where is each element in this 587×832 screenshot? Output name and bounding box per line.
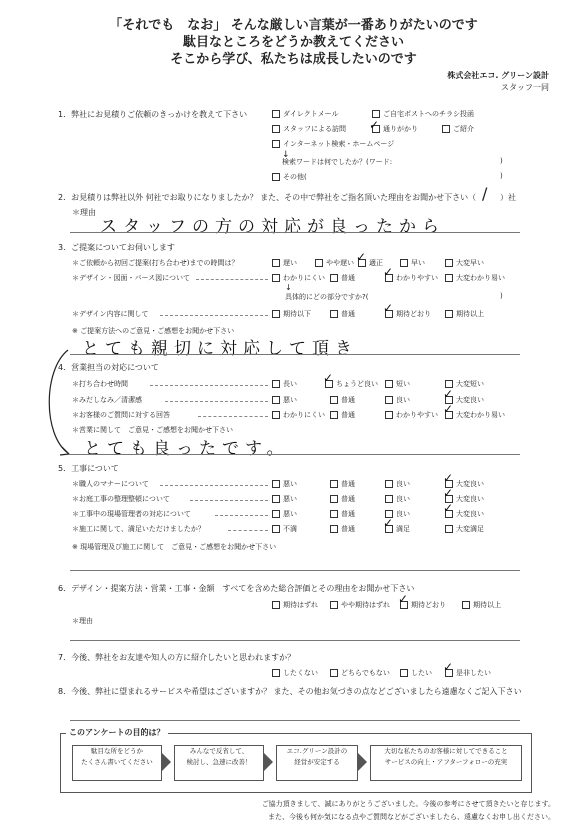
q1-opt-visit[interactable]: スタッフによる訪問 — [272, 124, 346, 134]
q3-row2-opt1[interactable]: わかりにくい — [272, 273, 325, 283]
q6-opt3[interactable]: 期待どおり — [400, 600, 446, 610]
q3-row2-opt2[interactable]: 普通 — [330, 273, 355, 283]
down-arrow-icon: ↓ — [282, 150, 290, 160]
q3-row1-opt4[interactable]: 早い — [400, 258, 425, 268]
q5-row1-leader — [160, 485, 268, 486]
q5-row1-opt1[interactable]: 悪い — [272, 479, 297, 489]
q5-row4-leader — [228, 530, 268, 531]
q4-row3-opt4[interactable]: 大変わかり易い — [445, 410, 505, 420]
q3-row2-check: ✓ — [383, 265, 394, 279]
footer-line-2: また、今後も何か気になる点やご質問などがございましたら、遠慮なくお申し出ください。 — [268, 813, 555, 821]
q5-answer-line — [70, 570, 520, 571]
q4-label: 4．営業担当の対応について — [58, 363, 159, 372]
q5-row2-opt2[interactable]: 普通 — [330, 494, 355, 504]
q4-row2-check: ✓ — [443, 387, 454, 401]
q7-opt4[interactable]: 是非したい — [445, 668, 491, 678]
q4-row3-leader — [198, 416, 268, 417]
purpose-title: このアンケートの目的は？ — [66, 727, 168, 738]
q1-opt-other[interactable]: その他( — [272, 172, 307, 182]
q5-row3-opt1[interactable]: 悪い — [272, 509, 297, 519]
q4-row1-opt3[interactable]: 短い — [385, 379, 410, 389]
q2-reason-label: ＊理由 — [72, 208, 96, 217]
footer-line-1: ご協力頂きまして、誠にありがとうございました。今後の参考にさせて頂きたいと存じます。 — [261, 800, 555, 808]
q3-row3-leader — [160, 315, 268, 316]
q3-row2-opt4[interactable]: 大変わかり易い — [445, 273, 505, 283]
header-line-1: 「それでも なお」 そんな厳しい言葉が一番ありがたいのです — [109, 18, 478, 33]
purpose-step-3: エコ.グリーン設計の 経営が安定する — [276, 745, 358, 781]
q6-opt2[interactable]: やや期待はずれ — [330, 600, 390, 610]
q8-answer-line — [70, 720, 520, 721]
q1-search-close: ) — [500, 157, 503, 165]
q3-row1-opt1[interactable]: 遅い — [272, 258, 297, 268]
q3-row2-opt3[interactable]: わかりやすい — [385, 273, 438, 283]
q4-row2-opt1[interactable]: 悪い — [272, 395, 297, 405]
header-line-3: そこから学び、私たちは成長したいのです — [170, 52, 417, 67]
arrow-right-icon — [264, 753, 273, 771]
q3-comment-label: ※ ご提案方法へのご意見・ご感想をお聞かせ下さい — [72, 327, 235, 335]
q3-row2-label: ＊デザイン・図面・パース図について — [72, 274, 191, 282]
q3-row3-opt4[interactable]: 期待以上 — [445, 309, 484, 319]
q1-opt-flyer[interactable]: ご自宅ポストへのチラシ投函 — [372, 109, 474, 119]
q5-row4-opt4[interactable]: 大変満足 — [445, 524, 484, 534]
q3-row2-leader — [196, 279, 268, 280]
q4-row1-opt1[interactable]: 長い — [272, 379, 297, 389]
q4-row3-opt2[interactable]: 普通 — [330, 410, 355, 420]
q2-count[interactable]: / — [482, 184, 488, 203]
purpose-step-2: みんなで反省して、 検討し、急速に改善！ — [174, 745, 264, 781]
q5-row3-opt3[interactable]: 良い — [385, 509, 410, 519]
q1-check-mark: ✓ — [369, 118, 380, 132]
q6-reason-label: ＊理由 — [72, 617, 93, 625]
q7-check: ✓ — [443, 660, 454, 674]
q6-opt1[interactable]: 期待はずれ — [272, 600, 318, 610]
q3-label: 3．ご提案についてお伺いします — [58, 243, 175, 252]
q5-label: 5．工事について — [58, 464, 119, 473]
q5-row1-opt4[interactable]: 大変良い — [445, 479, 484, 489]
q5-row2-leader — [190, 500, 268, 501]
q5-row4-opt2[interactable]: 普通 — [330, 524, 355, 534]
q5-row3-opt4[interactable]: 大変良い — [445, 509, 484, 519]
q3-row1-opt2[interactable]: やや遅い — [315, 258, 354, 268]
q5-comment-label: ※ 現場管理及び施工に関して ご意見・ご感想をお聞かせ下さい — [72, 543, 277, 551]
q4-row1-leader — [150, 385, 268, 386]
q3-detail-close: ) — [500, 292, 503, 300]
q2-handwritten-answer[interactable]: スタッフの方の対応が良ったから — [100, 217, 445, 237]
q1-other-close: ) — [500, 172, 503, 180]
q4-row2-opt3[interactable]: 良い — [385, 395, 410, 405]
q5-row3-label: ＊工事中の現場管理者の対応について — [72, 510, 191, 518]
q4-row2-leader — [165, 401, 268, 402]
q3-row1-opt3[interactable]: 適正 — [358, 258, 383, 268]
q2-answer-line — [70, 232, 520, 233]
q4-row1-check: ✓ — [323, 371, 334, 385]
q4-row2-opt2[interactable]: 普通 — [330, 395, 355, 405]
q5-row4-opt1[interactable]: 不満 — [272, 524, 297, 534]
q1-opt-referral[interactable]: ご紹介 — [442, 124, 474, 134]
q3-row1-check: ✓ — [356, 250, 367, 264]
q6-check: ✓ — [398, 592, 409, 606]
down-arrow-icon: ↓ — [285, 283, 292, 292]
q5-row2-check: ✓ — [443, 486, 454, 500]
q3-answer-line — [70, 354, 520, 355]
arrow-right-icon — [162, 753, 171, 771]
q5-row1-label: ＊職人のマナーについて — [72, 480, 149, 488]
q3-handwritten-answer[interactable]: とても親切に対応して頂き — [82, 339, 358, 359]
q1-opt-passing[interactable]: 通りがかり — [372, 124, 418, 134]
q4-row3-label: ＊お客様のご質問に対する回答 — [72, 411, 170, 419]
staff-signature: スタッフ一同 — [501, 83, 549, 92]
purpose-step-4: 大切な私たちのお客様に対してできること サービスの向上・アフターフォローの充実 — [370, 745, 522, 781]
q1-opt-internet[interactable]: インターネット検索・ホームページ — [272, 139, 394, 149]
q7-opt3[interactable]: したい — [400, 668, 432, 678]
q5-row3-opt2[interactable]: 普通 — [330, 509, 355, 519]
q5-row3-leader — [215, 515, 268, 516]
q6-opt4[interactable]: 期待以上 — [462, 600, 501, 610]
q3-detail: 具体的にどの部分ですか?( — [285, 293, 369, 301]
q7-opt2[interactable]: どちらでもない — [330, 668, 390, 678]
q7-opt1[interactable]: したくない — [272, 668, 318, 678]
header-line-2: 駄目なところをどうか教えてください — [182, 35, 404, 50]
q4-row3-opt3[interactable]: わかりやすい — [385, 410, 438, 420]
q4-row1-opt4[interactable]: 大変短い — [445, 379, 484, 389]
q5-row4-label: ＊施工に関して、満足いただけましたか？ — [72, 525, 205, 533]
q3-row3-label: ＊デザイン内容に関して — [72, 310, 149, 318]
purpose-step-1: 駄目な所をどうか たくさん書いてください — [72, 745, 162, 781]
q2-suffix: ）社 — [500, 193, 516, 202]
company-name: 株式会社エコ. グリーン設計 — [447, 71, 549, 80]
q1-opt-dm[interactable]: ダイレクトメール — [272, 109, 339, 119]
q5-row2-opt3[interactable]: 良い — [385, 494, 410, 504]
q8-label: 8．今後、弊社に望まれるサービスや希望はございますか？ また、その他お気づきの点などございましたら遠慮なくご記入下さい — [58, 687, 522, 696]
q5-row1-opt3[interactable]: 良い — [385, 479, 410, 489]
q3-row1-label: ＊ご依頼から初回ご提案(打ち合わせ)までの時間は？ — [72, 259, 239, 267]
q5-row4-opt3[interactable]: 満足 — [385, 524, 410, 534]
q1-search-word: 検索ワードは何でしたか？(ワード: — [282, 158, 393, 166]
q3-row3-opt1[interactable]: 期待以下 — [272, 309, 311, 319]
q2-label: 2．お見積りは弊社以外 何社でお取りになりましたか？ また、その中で弊社をご指名頂いた理由をお聞かせ下さい（ — [58, 193, 477, 202]
q5-row1-check: ✓ — [443, 471, 454, 485]
q7-label: 7．今後、弊社をお友達や知人の方に紹介したいと思われますか？ — [58, 653, 296, 662]
q4-answer-line — [70, 454, 520, 455]
q3-row3-opt3[interactable]: 期待どおり — [385, 309, 431, 319]
q3-row1-opt5[interactable]: 大変早い — [445, 258, 484, 268]
q4-row2-label: ＊みだしなみ／清潔感 — [72, 396, 142, 404]
q5-row4-check: ✓ — [383, 516, 394, 530]
q6-label: 6．デザイン・提案方法・営業・工事・金額 すべてを含めた総合評価とその理由をお聞かせ下さい — [58, 584, 415, 593]
q4-handwritten-answer[interactable]: とても良ったです。 — [84, 439, 290, 459]
q5-row3-check: ✓ — [443, 501, 454, 515]
q5-row2-label: ＊お庭工事の整理整頓について — [72, 495, 170, 503]
q5-row2-opt4[interactable]: 大変良い — [445, 494, 484, 504]
q4-row3-opt1[interactable]: わかりにくい — [272, 410, 325, 420]
q4-row3-check: ✓ — [443, 402, 454, 416]
q5-row1-opt2[interactable]: 普通 — [330, 479, 355, 489]
q4-row2-opt4[interactable]: 大変良い — [445, 395, 484, 405]
q4-row1-label: ＊打ち合わせ時間 — [72, 380, 128, 388]
q4-comment-label: ＊営業に関して ご意見・ご感想をお聞かせ下さい — [72, 426, 233, 434]
q6-answer-line — [70, 640, 520, 641]
q4-row1-opt2[interactable]: ちょうど良い — [325, 379, 378, 389]
q5-row2-opt1[interactable]: 悪い — [272, 494, 297, 504]
q3-row3-opt2[interactable]: 普通 — [330, 309, 355, 319]
arrow-right-icon — [358, 753, 367, 771]
q3-row3-check: ✓ — [383, 301, 394, 315]
q1-label: 1．弊社にお見積りご依頼のきっかけを教えて下さい — [58, 110, 248, 119]
